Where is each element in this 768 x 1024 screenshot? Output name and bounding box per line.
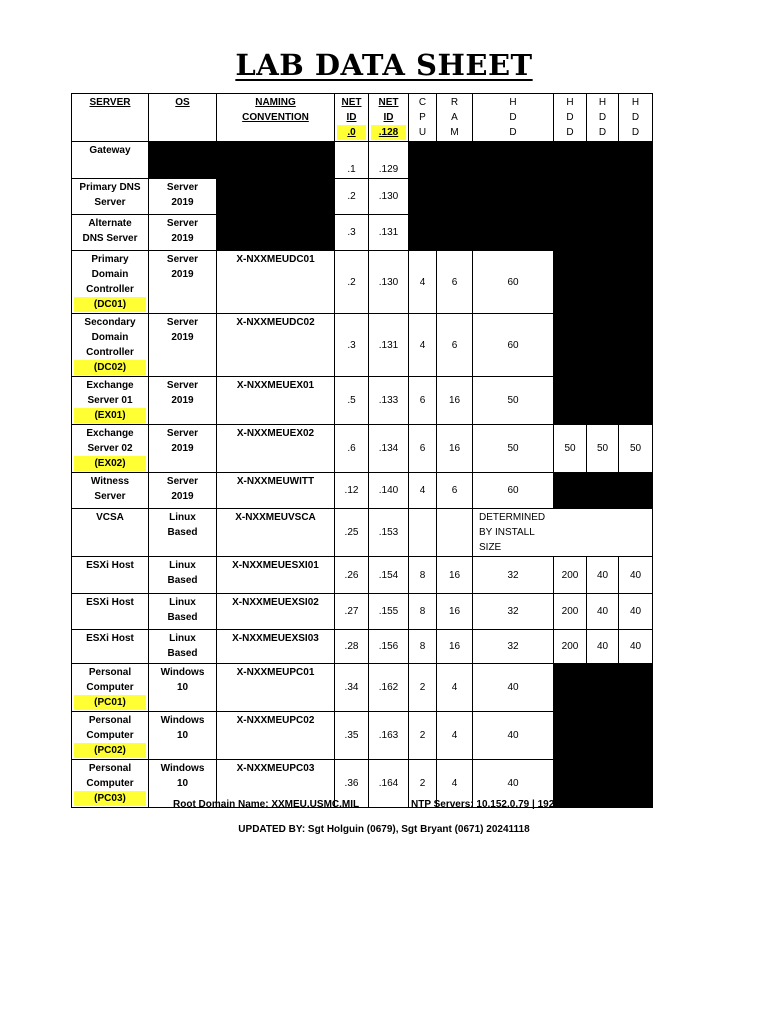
os-cell: Server 2019 bbox=[149, 377, 217, 425]
server-cell: Witness Server bbox=[72, 473, 149, 509]
hdd-2-cell: 200 bbox=[554, 557, 587, 594]
redacted-cell bbox=[217, 142, 335, 179]
naming-cell: X-NXXMEUEXSI02 bbox=[217, 594, 335, 630]
header-server: SERVER bbox=[72, 94, 149, 142]
hdd-cell: 50 bbox=[473, 377, 554, 425]
net-id-128-cell: .134 bbox=[369, 425, 409, 473]
hdd-cell: 50 bbox=[473, 425, 554, 473]
naming-cell: X-NXXMEUPC01 bbox=[217, 664, 335, 712]
hdd-cell: 40 bbox=[473, 712, 554, 760]
server-cell: Gateway bbox=[72, 142, 149, 179]
os-cell: Server 2019 bbox=[149, 425, 217, 473]
net-id-0-cell: .25 bbox=[335, 509, 369, 557]
server-cell: Exchange Server 01 (EX01) bbox=[72, 377, 149, 425]
cpu-cell: 6 bbox=[409, 425, 437, 473]
cpu-cell: 4 bbox=[409, 314, 437, 377]
hdd-cell: 60 bbox=[473, 314, 554, 377]
os-cell: Server 2019 bbox=[149, 473, 217, 509]
net-id-128-cell: .154 bbox=[369, 557, 409, 594]
hdd-cell: 32 bbox=[473, 594, 554, 630]
table-row bbox=[72, 179, 653, 215]
hdd-cell: 60 bbox=[473, 251, 554, 314]
naming-cell: X-NXXMEUVSCA bbox=[217, 509, 335, 557]
table-header-row bbox=[72, 94, 653, 142]
hdd-4-cell: 40 bbox=[619, 594, 653, 630]
net-id-0-cell: .2 bbox=[335, 251, 369, 314]
net-id-128-cell: .131 bbox=[369, 314, 409, 377]
server-cell: Primary Domain Controller (DC01) bbox=[72, 251, 149, 314]
hdd-3-cell: 40 bbox=[587, 630, 619, 664]
hdd-cell: 32 bbox=[473, 630, 554, 664]
redacted-cell bbox=[554, 377, 653, 425]
naming-cell: X-NXXMEUPC02 bbox=[217, 712, 335, 760]
net-id-0-cell: .34 bbox=[335, 664, 369, 712]
cpu-cell: 2 bbox=[409, 664, 437, 712]
ram-cell bbox=[437, 509, 473, 557]
updated-by-text: UPDATED BY: Sgt Holguin (0679), Sgt Bryant (0671) 20241118 bbox=[238, 824, 530, 835]
page-title: LAB DATA SHEET bbox=[235, 48, 533, 82]
table-row bbox=[72, 377, 653, 425]
redacted-cell bbox=[554, 314, 653, 377]
ram-cell: 6 bbox=[437, 473, 473, 509]
hdd-2-cell: 200 bbox=[554, 630, 587, 664]
server-cell: VCSA bbox=[72, 509, 149, 557]
naming-cell: X-NXXMEUEX02 bbox=[217, 425, 335, 473]
cpu-cell: 4 bbox=[409, 251, 437, 314]
redacted-cell bbox=[409, 215, 653, 251]
os-cell: Linux Based bbox=[149, 557, 217, 594]
net-id-0-cell: .35 bbox=[335, 712, 369, 760]
redacted-cell bbox=[554, 251, 653, 314]
hdd-cell: 32 bbox=[473, 557, 554, 594]
cpu-cell: 8 bbox=[409, 630, 437, 664]
os-cell: Linux Based bbox=[149, 630, 217, 664]
os-cell: Server 2019 bbox=[149, 251, 217, 314]
cpu-cell: 2 bbox=[409, 712, 437, 760]
os-cell: Server 2019 bbox=[149, 215, 217, 251]
header-hdd: H D D bbox=[473, 94, 554, 142]
header-os: OS bbox=[149, 94, 217, 142]
header-naming-convention: NAMING CONVENTION bbox=[217, 94, 335, 142]
net-id-0-cell: .28 bbox=[335, 630, 369, 664]
net-id-0-cell: .2 bbox=[335, 179, 369, 215]
net-id-128-cell: .130 bbox=[369, 251, 409, 314]
cpu-cell: 2 bbox=[409, 760, 437, 808]
ram-cell: 16 bbox=[437, 594, 473, 630]
net-id-128-cell: .155 bbox=[369, 594, 409, 630]
header-hdd-2: H D D bbox=[554, 94, 587, 142]
ram-cell: 16 bbox=[437, 630, 473, 664]
header-net-id-0: NET ID .0 bbox=[335, 94, 369, 142]
net-id-128-cell: .153 bbox=[369, 509, 409, 557]
os-cell: Server 2019 bbox=[149, 179, 217, 215]
os-cell: Linux Based bbox=[149, 509, 217, 557]
table-row bbox=[72, 557, 653, 594]
net-id-128-cell: .156 bbox=[369, 630, 409, 664]
hdd-3-cell: 40 bbox=[587, 557, 619, 594]
table-row bbox=[72, 251, 653, 314]
determined-note: DETERMINED BY INSTALL SIZE bbox=[473, 509, 653, 557]
ram-cell: 16 bbox=[437, 425, 473, 473]
header-hdd-3: H D D bbox=[587, 94, 619, 142]
ntp-servers-text: NTP Servers: 10.152.0.79 | 192.168.0.9 bbox=[411, 799, 591, 810]
table-row bbox=[72, 509, 653, 557]
header-cpu: C P U bbox=[409, 94, 437, 142]
hdd-2-cell: 200 bbox=[554, 594, 587, 630]
cpu-cell: 4 bbox=[409, 473, 437, 509]
hdd-4-cell: 40 bbox=[619, 557, 653, 594]
net-id-0-cell: .12 bbox=[335, 473, 369, 509]
ram-cell: 6 bbox=[437, 251, 473, 314]
server-cell: Exchange Server 02 (EX02) bbox=[72, 425, 149, 473]
naming-cell: X-NXXMEUEXSI03 bbox=[217, 630, 335, 664]
net-id-128-cell: .163 bbox=[369, 712, 409, 760]
server-cell: Alternate DNS Server bbox=[72, 215, 149, 251]
hdd-3-cell: 40 bbox=[587, 594, 619, 630]
os-cell: Linux Based bbox=[149, 594, 217, 630]
redacted-cell bbox=[554, 473, 653, 509]
server-cell: ESXi Host bbox=[72, 630, 149, 664]
server-cell: Secondary Domain Controller (DC02) bbox=[72, 314, 149, 377]
ram-cell: 16 bbox=[437, 557, 473, 594]
hdd-cell: 60 bbox=[473, 473, 554, 509]
net-id-0-cell: .26 bbox=[335, 557, 369, 594]
hdd-cell: 40 bbox=[473, 664, 554, 712]
hdd-2-cell: 50 bbox=[554, 425, 587, 473]
net-id-128-cell: .131 bbox=[369, 215, 409, 251]
naming-cell: X-NXXMEUPC03 bbox=[217, 760, 335, 808]
ram-cell: 4 bbox=[437, 760, 473, 808]
cpu-cell bbox=[409, 509, 437, 557]
hdd-4-cell: 50 bbox=[619, 425, 653, 473]
os-cell: Windows 10 bbox=[149, 664, 217, 712]
naming-cell: X-NXXMEUDC02 bbox=[217, 314, 335, 377]
os-cell: Server 2019 bbox=[149, 314, 217, 377]
naming-cell: X-NXXMEUWITT bbox=[217, 473, 335, 509]
hdd-cell: 40 bbox=[473, 760, 554, 808]
cpu-cell: 6 bbox=[409, 377, 437, 425]
table-row bbox=[72, 425, 653, 473]
root-domain-text: Root Domain Name: XXMEU.USMC.MIL bbox=[173, 799, 360, 810]
net-id-0-cell: .3 bbox=[335, 215, 369, 251]
table-row bbox=[72, 215, 653, 251]
server-cell: ESXi Host bbox=[72, 594, 149, 630]
server-cell: ESXi Host bbox=[72, 557, 149, 594]
cpu-cell: 8 bbox=[409, 594, 437, 630]
table-row bbox=[72, 314, 653, 377]
hdd-3-cell: 50 bbox=[587, 425, 619, 473]
net-id-128-cell: .130 bbox=[369, 179, 409, 215]
net-id-128-cell: .129 bbox=[369, 142, 409, 179]
net-id-128-cell: .162 bbox=[369, 664, 409, 712]
naming-cell: X-NXXMEUESXI01 bbox=[217, 557, 335, 594]
os-cell: Windows 10 bbox=[149, 712, 217, 760]
redacted-cell bbox=[217, 179, 335, 215]
ram-cell: 4 bbox=[437, 664, 473, 712]
redacted-cell bbox=[409, 142, 653, 179]
server-cell: Personal Computer (PC03) bbox=[72, 760, 149, 808]
table-row bbox=[72, 664, 653, 712]
naming-cell: X-NXXMEUDC01 bbox=[217, 251, 335, 314]
net-id-0-cell: .36 bbox=[335, 760, 369, 808]
redacted-cell bbox=[217, 215, 335, 251]
header-hdd-4: H D D bbox=[619, 94, 653, 142]
lab-data-table bbox=[71, 93, 653, 808]
os-cell: Windows 10 bbox=[149, 760, 217, 808]
net-id-0-cell: .6 bbox=[335, 425, 369, 473]
net-id-128-cell: .164 bbox=[369, 760, 409, 808]
redacted-cell bbox=[149, 142, 217, 179]
ram-cell: 16 bbox=[437, 377, 473, 425]
server-cell: Personal Computer (PC02) bbox=[72, 712, 149, 760]
ram-cell: 6 bbox=[437, 314, 473, 377]
net-id-0-cell: .27 bbox=[335, 594, 369, 630]
redacted-cell bbox=[409, 179, 653, 215]
net-id-0-cell: .5 bbox=[335, 377, 369, 425]
header-net-id-128: NET ID .128 bbox=[369, 94, 409, 142]
net-id-0-cell: .1 bbox=[335, 142, 369, 179]
cpu-cell: 8 bbox=[409, 557, 437, 594]
ram-cell: 4 bbox=[437, 712, 473, 760]
table-row bbox=[72, 630, 653, 664]
redacted-cell bbox=[554, 712, 653, 760]
hdd-4-cell: 40 bbox=[619, 630, 653, 664]
net-id-128-cell: .140 bbox=[369, 473, 409, 509]
server-cell: Personal Computer (PC01) bbox=[72, 664, 149, 712]
table-row bbox=[72, 142, 653, 179]
net-id-0-cell: .3 bbox=[335, 314, 369, 377]
net-id-128-cell: .133 bbox=[369, 377, 409, 425]
server-cell: Primary DNS Server bbox=[72, 179, 149, 215]
naming-cell: X-NXXMEUEX01 bbox=[217, 377, 335, 425]
redacted-cell bbox=[554, 664, 653, 712]
table-row bbox=[72, 594, 653, 630]
table-row bbox=[72, 712, 653, 760]
header-ram: R A M bbox=[437, 94, 473, 142]
table-row bbox=[72, 473, 653, 509]
